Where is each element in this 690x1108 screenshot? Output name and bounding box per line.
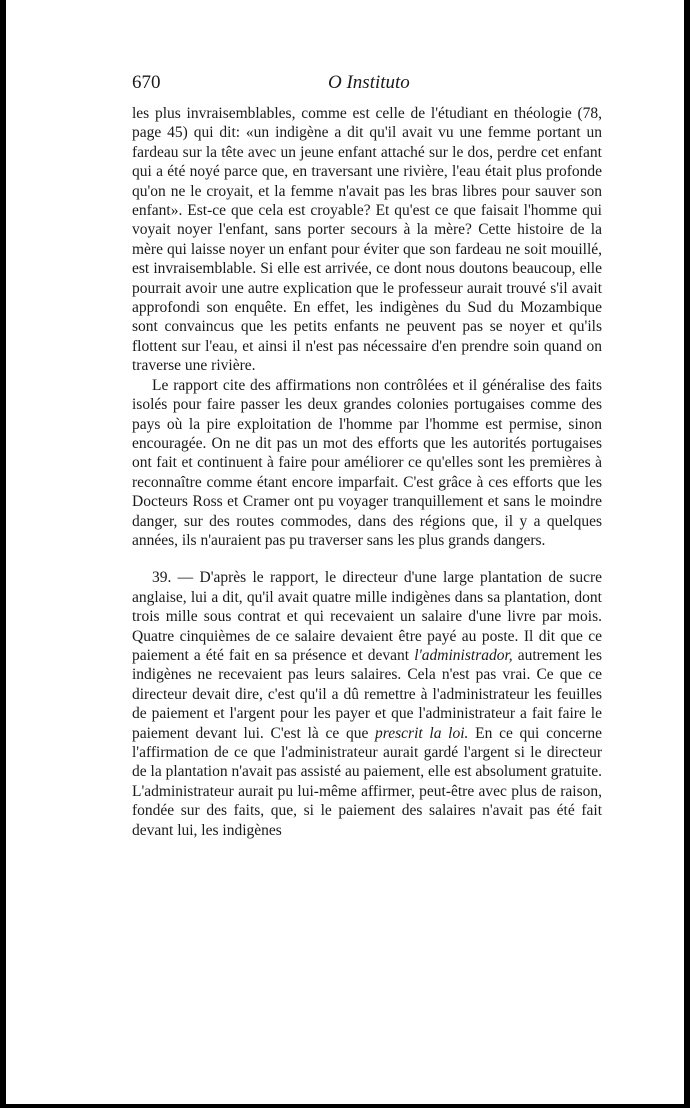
italic-term-administrador: l'administrador,: [414, 646, 513, 664]
page-number: 670: [132, 72, 161, 93]
scan-border-left: [0, 0, 6, 1108]
paragraph-section-39-part-c: En ce qui concerne l'affirmation de ce que l'administrateur aurait gardé l'argent si le directeur de la plantation n'avait pas assisté au paiement, elle est absolument gratuite. L'administrateur aurait pu lui-même affirmer, peut-être avec plus de raison, fondée sur des faits, que, si le paiement des salaires n'avait pas été fait devant lui, les indigènes: [132, 724, 602, 839]
italic-term-loi: prescrit la loi.: [375, 724, 469, 742]
section-spacer: [132, 550, 602, 568]
journal-title: O Instituto: [328, 72, 410, 93]
paragraph-rapport: Le rapport cite des affirmations non contrôlées et il généralise des faits isolés pour faire passer les deux grandes colonies portugaises comme des pays où la pire exploitation de l'homme par l'homme est permise, sinon encouragée. On ne dit pas un mot des efforts que les autorités portugaises ont fait et continuent à faire pour améliorer ce qu'elles sont les premières à reconnaître comme étant encore imparfait. C'est grâce à ces efforts que les Docteurs Ross et Cramer ont pu voyager tranquillement et sans le moindre danger, sur des routes commodes, dans des régions que, il y a quelques années, ils n'auraient pas pu traverser sans les plus grands dangers.: [132, 376, 602, 549]
document-page: [110, 72, 602, 840]
paragraph-section-39-part-a: — D'après le rapport, le directeur d'une large plantation de sucre anglaise, lui a dit, qu'il avait quatre mille indigènes dans sa plantation, dont trois mille sous contrat et qui recevaient un salaire d'une livre par mois. Quatre cinquièmes de ce salaire devaient être payé au poste. Il dit que ce paiement a été fait en sa présence et devant: [132, 569, 602, 664]
section-number: 39.: [152, 569, 172, 587]
scan-border-bottom: [0, 1104, 690, 1108]
body-text: [110, 104, 602, 840]
paragraph-continuation: les plus invraisemblables, comme est celle de l'étudiant en théologie (78, page 45) qui dit: «un indigène a dit qu'il avait vu une femme portant un fardeau sur la tête avec un jeune enfant attaché sur le dos, perdre cet enfant qui a été noyé parce que, en traversant une rivière, l'eau était plus profonde qu'on ne le croyait, et la femme n'avait pas les bras libres pour sauver son enfant». Est-ce que cela est croyable? Et qu'est ce que faisait l'homme qui voyait noyer l'enfant, sans porter secours à la mère? Cette histoire de la mère qui laisse noyer un enfant pour éviter que son fardeau ne soit mouillé, est invraisemblable. Si elle est arrivée, ce dont nous doutons beaucoup, elle pourrait avoir une autre explication que le professeur aurait trouvé s'il avait approfondi son enquête. En effet, les indigènes du Sud du Mozambique sont convaincus que les petits enfants ne peuvent pas se noyer et qu'ils flottent sur l'eau, et ainsi il n'est pas nécessaire d'en prendre soin quand on traverse une rivière.: [132, 105, 602, 375]
paragraph-section-39-part-b: autrement les indigènes ne recevaient pas leurs salaires. Cela n'est pas vrai. Ce que ce directeur devait dire, c'est qu'il a dû remettre à l'administrateur les feuilles de paiement et l'argent pour les payer et que l'administrateur a fait faire le paiement devant lui. C'est là ce que: [132, 646, 602, 742]
paragraph-section-39: [132, 568, 602, 840]
running-head: [110, 72, 602, 104]
scan-border-right: [684, 0, 690, 1108]
